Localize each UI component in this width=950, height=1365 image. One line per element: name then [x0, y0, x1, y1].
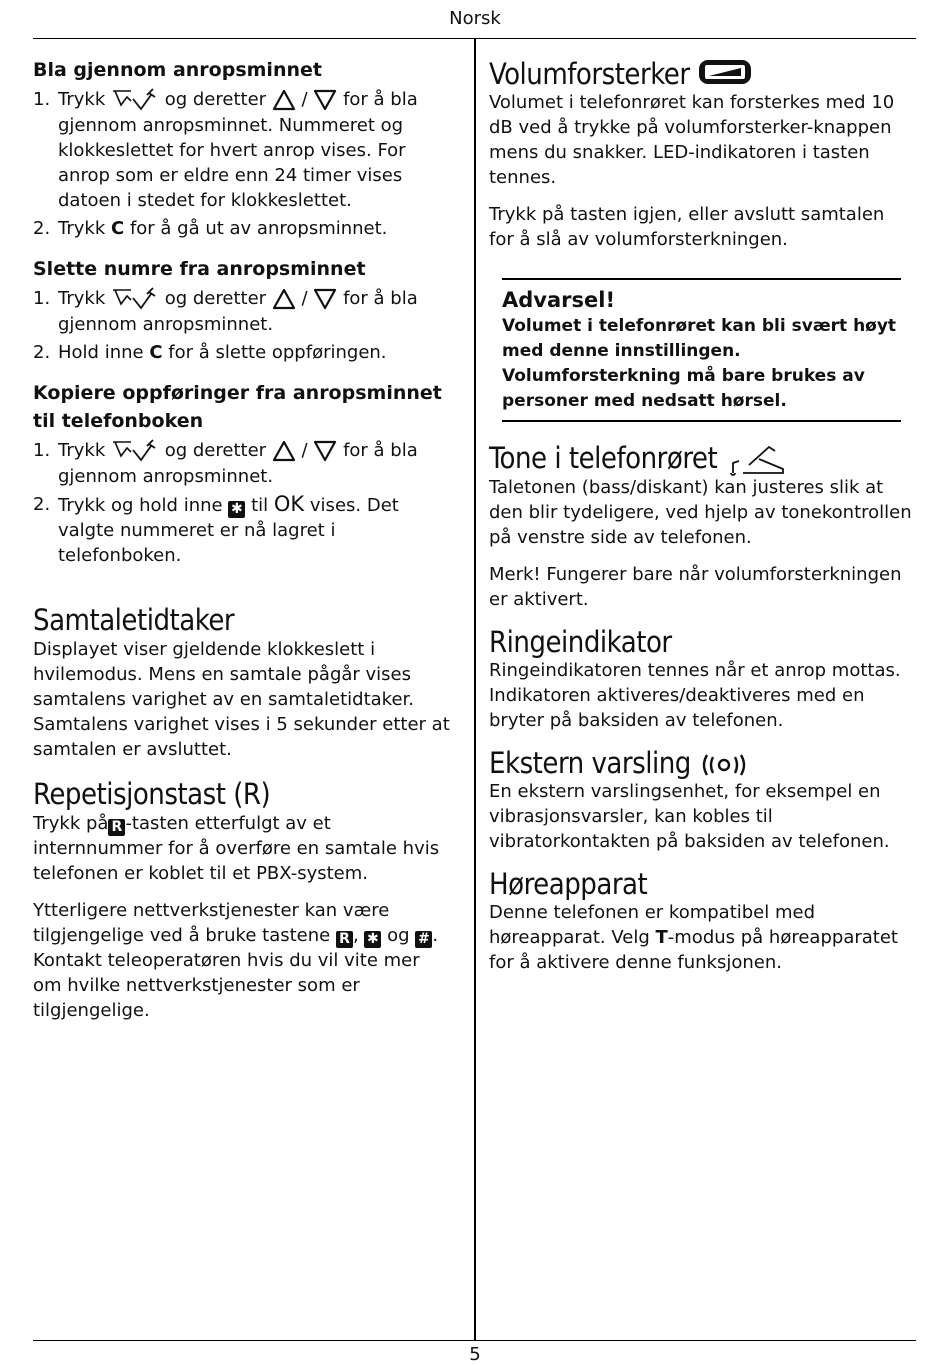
- delete-numbers-steps: [33, 286, 453, 365]
- section-title-ring-indicator: Ringeindikator: [489, 625, 672, 659]
- hash-key-icon: #: [415, 931, 432, 948]
- step-number: 2.: [33, 342, 51, 363]
- step-text: for å bla: [343, 288, 418, 309]
- step-number: 2.: [33, 218, 51, 239]
- handset-tone-paragraph-2: Merk! Fungerer bare når volumforsterkningen er aktivert.: [489, 564, 902, 610]
- handset-tone-paragraph-1: Taletonen (bass/diskant) kan justeres slik at den blir tydeligere, ved hjelp av tonekontrollen på venstre side av telefonen.: [489, 477, 912, 548]
- recall-paragraph-2: [33, 898, 453, 1023]
- right-column: [489, 56, 914, 975]
- footer-rule: [33, 1340, 916, 1341]
- paragraph-text: . Kontakt teleoperatøren hvis du vil vite mer om hvilke nettverkstjenester som er tilgjengelige.: [33, 925, 439, 1021]
- step-text: gjennom anropsminnet.: [58, 314, 274, 335]
- section-title-volume-amplifier: [489, 56, 914, 92]
- external-alert-paragraph: En ekstern varslingsenhet, for eksempel en vibrasjonsvarsler, kan kobles til vibratorkontakten på baksiden av telefonen.: [489, 781, 890, 852]
- paragraph-text: Denne telefonen er kompatibel med høreapparat. Velg: [489, 902, 816, 948]
- paragraph-text: Trykk på: [33, 813, 109, 834]
- heading-text: Tone i telefonrøret: [489, 441, 718, 475]
- r-key-icon: R: [108, 819, 125, 836]
- step-text: for å bla: [343, 89, 418, 110]
- step-text: Det valgte nummeret er nå lagret i telefonboken.: [58, 495, 399, 566]
- paragraph-text: ,: [352, 925, 359, 946]
- step-text: og deretter: [164, 288, 267, 309]
- hearing-aid-paragraph: [489, 900, 914, 975]
- section-title-delete-numbers: Slette numre fra anropsminnet: [33, 258, 366, 280]
- step-text: Trykk: [58, 218, 106, 239]
- step-text: Trykk og hold inne: [58, 495, 223, 516]
- warning-box: [502, 278, 901, 422]
- star-key-icon: ✱: [228, 501, 245, 518]
- arrow-down-outline-icon: [313, 440, 337, 462]
- section-title-external-alert: [489, 745, 914, 781]
- step-text: for å gå ut av anropsminnet.: [129, 218, 388, 239]
- recall-paragraph-1: [33, 811, 453, 886]
- arrow-down-outline-icon: [313, 288, 337, 310]
- star-key-icon: ✱: [364, 931, 381, 948]
- arrow-up-outline-icon: [272, 89, 296, 111]
- section-title-call-timer: Samtaletidtaker: [33, 603, 235, 637]
- section-title-hearing-aid: Høreapparat: [489, 867, 648, 901]
- list-item: [33, 87, 453, 213]
- step-text: Trykk: [58, 89, 106, 110]
- key-c-label: C: [149, 342, 163, 363]
- step-text: Hold inne: [58, 342, 144, 363]
- warning-body: Volumet i telefonrøret kan bli svært høyt med denne innstillingen. Volumforsterkning må bare brukes av personer med nedsatt hørsel.: [502, 316, 897, 411]
- key-c-label: C: [110, 218, 125, 239]
- step-number: 1.: [33, 89, 51, 110]
- call-log-icon: [111, 286, 159, 312]
- section-title-recall-key: Repetisjonstast (R): [33, 777, 271, 811]
- step-number: 1.: [33, 440, 51, 461]
- list-item: [33, 216, 453, 241]
- browse-log-steps: [33, 87, 453, 241]
- step-text: for å bla: [343, 440, 418, 461]
- call-log-icon: [111, 87, 159, 113]
- heading-text: Ekstern varsling: [489, 746, 691, 780]
- list-item: [33, 286, 453, 337]
- step-text: /: [301, 440, 308, 461]
- list-item: [33, 492, 453, 568]
- step-number: 2.: [33, 494, 51, 515]
- step-number: 1.: [33, 288, 51, 309]
- paragraph-text: Ytterligere nettverkstjenester kan være tilgjengelige ved å bruke tastene: [33, 900, 390, 946]
- paragraph-text: -modus på høreapparatet for å aktivere denne funksjonen.: [489, 927, 898, 973]
- paragraph-text: -tasten etterfulgt av et internnummer for å overføre en samtale hvis telefonen er koblet til et PBX-system.: [33, 813, 440, 884]
- step-text: til: [251, 495, 269, 516]
- step-text: gjennom anropsminnet. Nummeret og klokkeslettet for hvert anrop vises. For anrop som er eldre enn 24 timer vises datoen i stedet for klokkeslettet.: [58, 115, 406, 211]
- list-item: [33, 340, 453, 365]
- heading-text: Volumforsterker: [489, 57, 690, 91]
- step-text: Trykk: [58, 440, 106, 461]
- arrow-up-outline-icon: [272, 440, 296, 462]
- paragraph-text: og: [387, 925, 410, 946]
- arrow-down-outline-icon: [313, 89, 337, 111]
- section-title-browse-log: Bla gjennom anropsminnet: [33, 59, 322, 81]
- copy-entries-steps: [33, 438, 453, 568]
- step-text: og deretter: [164, 89, 267, 110]
- ok-display-label: OK: [273, 492, 305, 516]
- step-text: /: [301, 89, 308, 110]
- section-title-copy-entries: Kopiere oppføringer fra anropsminnet til telefonboken: [33, 382, 442, 432]
- left-column: [33, 56, 453, 1023]
- external-alert-icon: [699, 751, 749, 779]
- call-timer-paragraph: Displayet viser gjeldende klokkeslett i hvilemodus. Mens en samtale pågår vises samtalens varighet av en samtaletidtaker. Samtalens varighet vises i 5 sekunder etter at samtalen er avsluttet.: [33, 639, 450, 760]
- volume-amplifier-paragraph-2: Trykk på tasten igjen, eller avslutt samtalen for å slå av volumforsterkningen.: [489, 204, 885, 250]
- section-title-handset-tone: [489, 440, 914, 477]
- step-text: gjennom anropsminnet.: [58, 466, 274, 487]
- warning-title: Advarsel!: [502, 288, 616, 312]
- arrow-up-outline-icon: [272, 288, 296, 310]
- step-text: for å slette oppføringen.: [168, 342, 387, 363]
- column-divider: [474, 38, 476, 1340]
- step-text: og deretter: [164, 440, 267, 461]
- volume-amplifier-paragraph-1: Volumet i telefonrøret kan forsterkes med 10 dB ved å trykke på volumforsterker-knappen mens du snakker. LED-indikatoren i tasten tennes.: [489, 92, 895, 188]
- ring-indicator-paragraph: Ringeindikatoren tennes når et anrop mottas. Indikatoren aktiveres/deaktiveres med en bryter på baksiden av telefonen.: [489, 660, 901, 731]
- handset-tone-icon: [725, 443, 787, 477]
- r-key-icon: R: [336, 931, 353, 948]
- call-log-icon: [111, 438, 159, 464]
- t-mode-label: T: [655, 927, 668, 948]
- step-text: /: [301, 288, 308, 309]
- volume-amplifier-icon: [697, 58, 753, 86]
- step-text: vises.: [309, 495, 362, 516]
- page-language-label: Norsk: [449, 8, 501, 29]
- page-number: 5: [469, 1344, 481, 1365]
- step-text: Trykk: [58, 288, 106, 309]
- list-item: [33, 438, 453, 489]
